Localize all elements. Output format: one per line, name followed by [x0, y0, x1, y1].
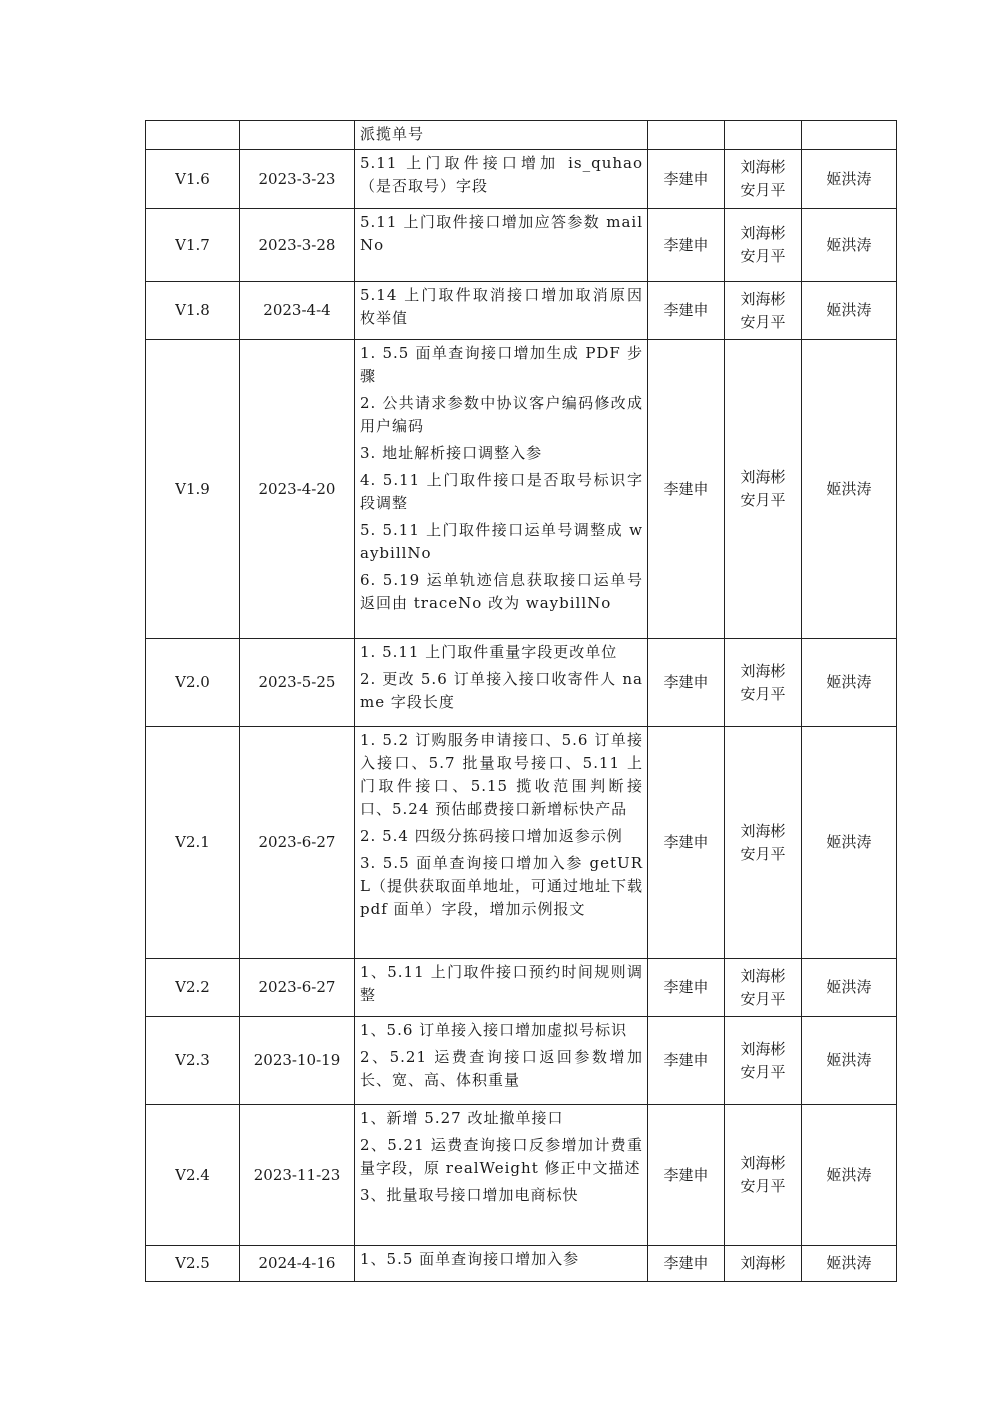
- change-line: 1、5.6 订单接入接口增加虚拟号标识: [360, 1021, 628, 1039]
- approver-cell: 姬洪涛: [802, 959, 897, 1017]
- author-cell: [648, 121, 725, 150]
- change-line: 3、批量取号接口增加电商标快: [360, 1186, 579, 1204]
- reviewers-cell: [725, 340, 802, 639]
- change-line: 6. 5.19 运单轨迹信息获取接口运单号返回由 traceNo 改为 waybillNo: [360, 571, 643, 612]
- change-line: 5.11 上门取件接口增加应答参数 mailNo: [360, 213, 643, 254]
- change-description-cell: [355, 959, 648, 1017]
- approver-cell: 姬洪涛: [802, 282, 897, 340]
- reviewer-name: 刘海彬: [740, 158, 786, 176]
- reviewer-name: 刘海彬: [740, 1154, 786, 1172]
- approver-cell: 姬洪涛: [802, 340, 897, 639]
- author-cell: 李建申: [648, 209, 725, 282]
- reviewer-name: 刘海彬: [740, 289, 786, 308]
- reviewer-name: 刘海彬: [740, 468, 786, 486]
- reviewer-name: 刘海彬: [740, 661, 786, 680]
- reviewer-name: 安月平: [740, 1062, 786, 1081]
- change-description-cell: [355, 1246, 648, 1282]
- reviewer-name: 刘海彬: [740, 966, 786, 985]
- version-cell: V1.7: [146, 209, 240, 282]
- approver-cell: 姬洪涛: [802, 727, 897, 959]
- change-line: 3. 地址解析接口调整入参: [360, 444, 543, 462]
- approver-cell: 姬洪涛: [802, 639, 897, 727]
- author-cell: 李建申: [648, 959, 725, 1017]
- table-row: [146, 121, 897, 150]
- change-line: 1. 5.2 订购服务申请接口、5.6 订单接入接口、5.7 批量取号接口、5.11 上门取件接口、5.15 揽收范围判断接口、5.24 预估邮费接口新增标快产品: [360, 731, 643, 818]
- reviewer-name: 安月平: [740, 181, 786, 199]
- reviewer-name: 安月平: [740, 989, 786, 1008]
- date-cell: [240, 121, 355, 150]
- author-cell: 李建申: [648, 727, 725, 959]
- change-line: 1. 5.5 面单查询接口增加生成 PDF 步骤: [360, 344, 643, 385]
- change-line: 1、新增 5.27 改址撤单接口: [360, 1109, 564, 1127]
- author-cell: 李建申: [648, 1105, 725, 1246]
- change-line: 派揽单号: [360, 125, 425, 143]
- revision-history-table: [145, 120, 897, 1282]
- change-description-cell: [355, 340, 648, 639]
- date-cell: 2023-6-27: [240, 959, 355, 1017]
- table-row: [146, 282, 897, 340]
- change-line: 5.11 上门取件接口增加 is_quhao（是否取号）字段: [360, 154, 643, 195]
- version-cell: V2.2: [146, 959, 240, 1017]
- date-cell: 2023-4-20: [240, 340, 355, 639]
- reviewer-name: 安月平: [740, 491, 786, 509]
- approver-cell: 姬洪涛: [802, 150, 897, 209]
- reviewer-name: 刘海彬: [740, 224, 786, 242]
- reviewers-cell: [725, 121, 802, 150]
- change-line: 2、5.21 运费查询接口反参增加计费重量字段，原 realWeight 修正中文描述: [360, 1136, 643, 1177]
- version-cell: [146, 121, 240, 150]
- reviewers-cell: [725, 1017, 802, 1105]
- date-cell: 2023-6-27: [240, 727, 355, 959]
- table-row: [146, 727, 897, 959]
- change-line: 1. 5.11 上门取件重量字段更改单位: [360, 643, 618, 661]
- change-description-cell: [355, 150, 648, 209]
- version-cell: V2.4: [146, 1105, 240, 1246]
- change-description-cell: [355, 727, 648, 959]
- change-description-cell: [355, 1105, 648, 1246]
- reviewers-cell: [725, 150, 802, 209]
- date-cell: 2023-3-28: [240, 209, 355, 282]
- change-description-cell: [355, 282, 648, 340]
- change-line: 1、5.5 面单查询接口增加入参: [360, 1250, 580, 1268]
- version-cell: V1.9: [146, 340, 240, 639]
- revision-table-body: [146, 121, 897, 1282]
- reviewer-name: 安月平: [740, 1177, 786, 1195]
- reviewer-name: 安月平: [740, 312, 786, 331]
- version-cell: V2.0: [146, 639, 240, 727]
- reviewer-name: 安月平: [740, 844, 786, 863]
- date-cell: 2023-5-25: [240, 639, 355, 727]
- change-line: 2. 公共请求参数中协议客户编码修改成用户编码: [360, 394, 643, 435]
- reviewer-name: 安月平: [740, 684, 786, 703]
- table-row: [146, 959, 897, 1017]
- reviewers-cell: [725, 639, 802, 727]
- version-cell: V2.5: [146, 1246, 240, 1282]
- table-row: [146, 1246, 897, 1282]
- author-cell: 李建申: [648, 1017, 725, 1105]
- table-row: [146, 150, 897, 209]
- table-row: [146, 1105, 897, 1246]
- reviewers-cell: [725, 727, 802, 959]
- table-row: [146, 1017, 897, 1105]
- approver-cell: 姬洪涛: [802, 209, 897, 282]
- date-cell: 2023-4-4: [240, 282, 355, 340]
- date-cell: 2023-11-23: [240, 1105, 355, 1246]
- version-cell: V1.6: [146, 150, 240, 209]
- version-cell: V2.3: [146, 1017, 240, 1105]
- author-cell: 李建申: [648, 340, 725, 639]
- change-line: 2. 更改 5.6 订单接入接口收寄件人 name 字段长度: [360, 670, 643, 711]
- reviewer-name: 刘海彬: [740, 821, 786, 840]
- version-cell: V1.8: [146, 282, 240, 340]
- author-cell: 李建申: [648, 1246, 725, 1282]
- table-row: [146, 209, 897, 282]
- date-cell: 2024-4-16: [240, 1246, 355, 1282]
- author-cell: 李建申: [648, 150, 725, 209]
- change-line: 2. 5.4 四级分拣码接口增加返参示例: [360, 827, 623, 845]
- change-line: 4. 5.11 上门取件接口是否取号标识字段调整: [360, 471, 643, 512]
- reviewers-cell: [725, 1105, 802, 1246]
- author-cell: 李建申: [648, 639, 725, 727]
- reviewer-name: 刘海彬: [740, 1039, 786, 1058]
- change-line: 5. 5.11 上门取件接口运单号调整成 waybillNo: [360, 521, 643, 562]
- change-description-cell: [355, 639, 648, 727]
- approver-cell: 姬洪涛: [802, 1246, 897, 1282]
- change-description-cell: [355, 1017, 648, 1105]
- reviewers-cell: [725, 959, 802, 1017]
- date-cell: 2023-3-23: [240, 150, 355, 209]
- change-line: 2、5.21 运费查询接口返回参数增加长、宽、高、体积重量: [360, 1048, 643, 1089]
- approver-cell: [802, 121, 897, 150]
- date-cell: 2023-10-19: [240, 1017, 355, 1105]
- reviewers-cell: [725, 282, 802, 340]
- table-row: [146, 639, 897, 727]
- author-cell: 李建申: [648, 282, 725, 340]
- reviewers-cell: [725, 209, 802, 282]
- approver-cell: 姬洪涛: [802, 1105, 897, 1246]
- change-line: 1、5.11 上门取件接口预约时间规则调整: [360, 963, 643, 1004]
- version-cell: V2.1: [146, 727, 240, 959]
- change-line: 5.14 上门取件取消接口增加取消原因枚举值: [360, 286, 643, 327]
- change-line: 3. 5.5 面单查询接口增加入参 getURL（提供获取面单地址，可通过地址下载 pdf 面单）字段，增加示例报文: [360, 854, 643, 918]
- reviewer-name: 刘海彬: [740, 1254, 786, 1272]
- change-description-cell: [355, 209, 648, 282]
- table-row: [146, 340, 897, 639]
- change-description-cell: [355, 121, 648, 150]
- reviewers-cell: [725, 1246, 802, 1282]
- approver-cell: 姬洪涛: [802, 1017, 897, 1105]
- reviewer-name: 安月平: [740, 247, 786, 265]
